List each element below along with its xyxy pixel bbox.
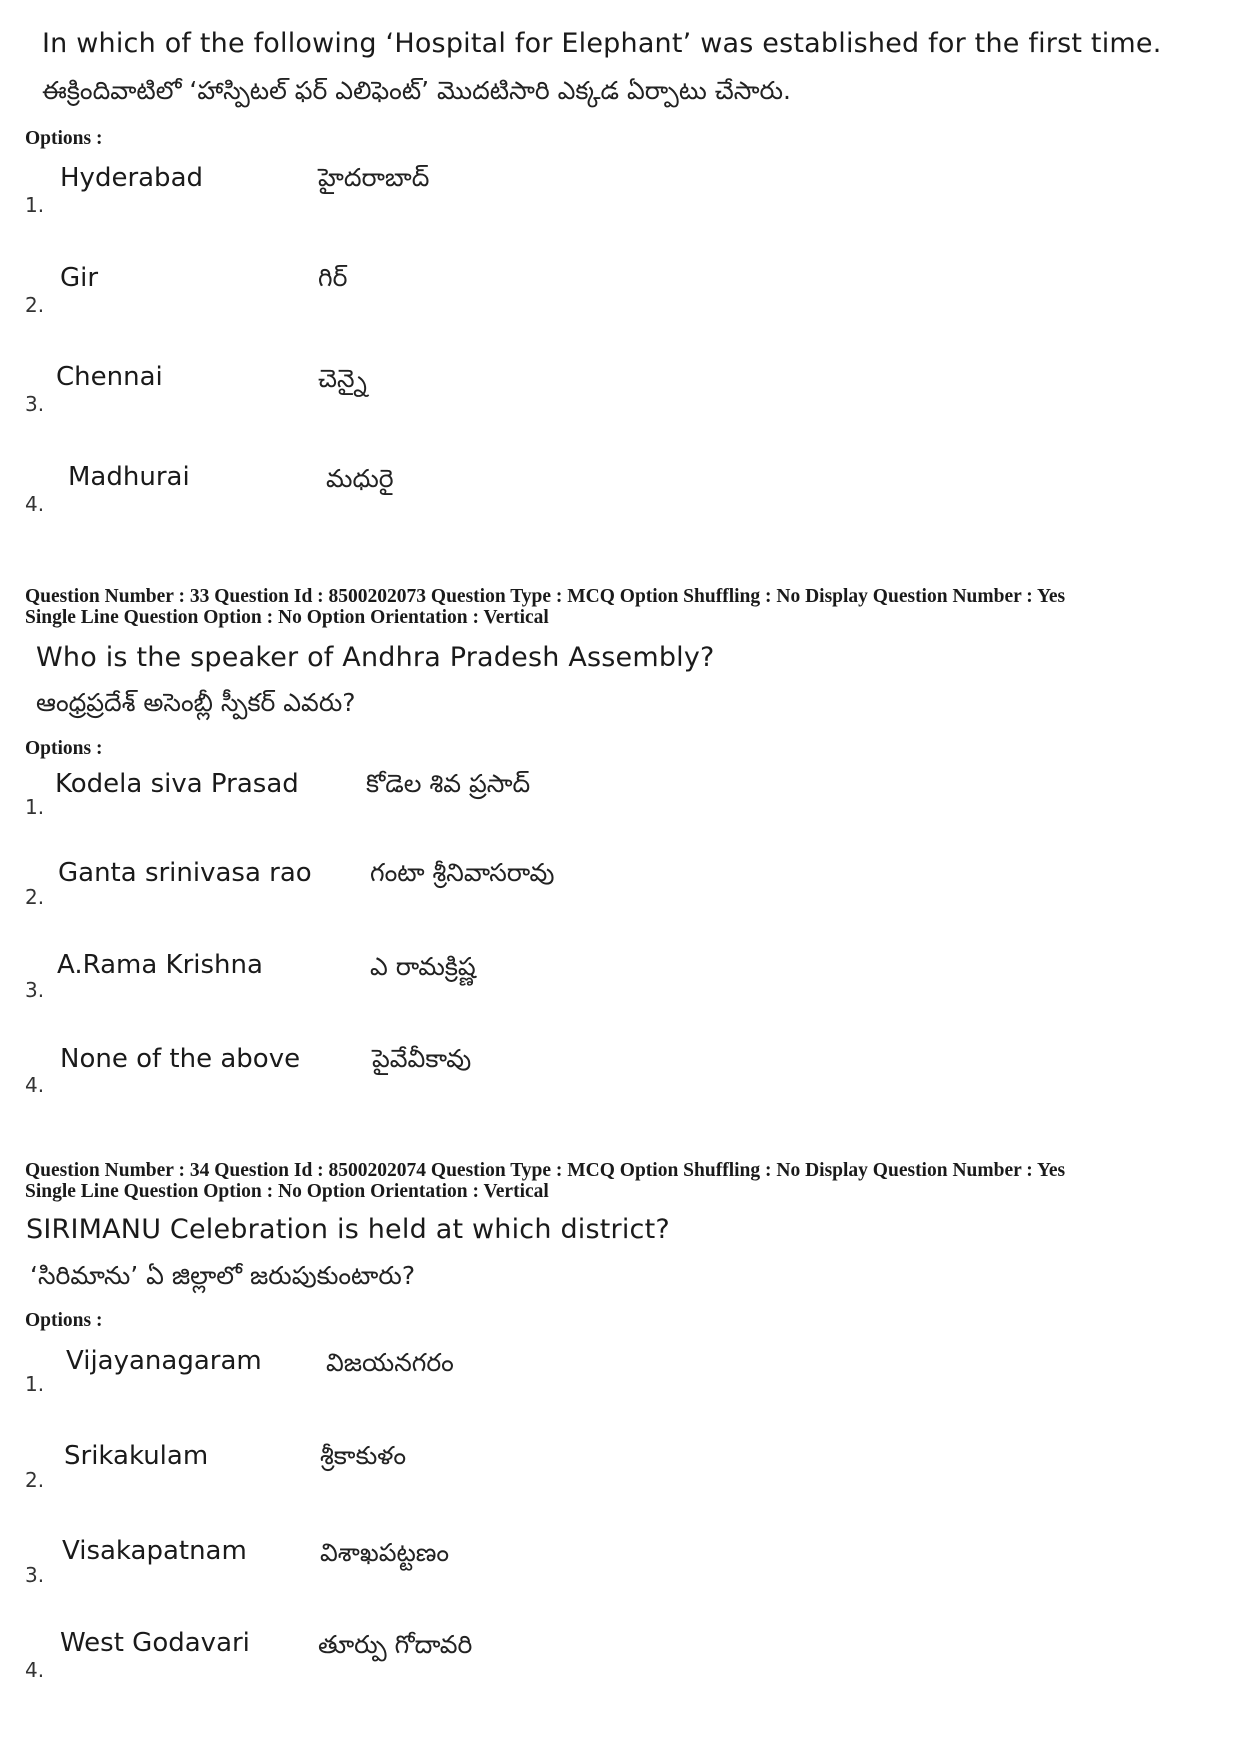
- option-number: 4.: [25, 1658, 45, 1682]
- option-number: 4.: [25, 1073, 45, 1097]
- q33-question-english: Who is the speaker of Andhra Pradesh Assembly?: [36, 642, 715, 673]
- option-english: Srikakulam: [64, 1441, 209, 1471]
- option-telugu: హైదరాబాద్: [318, 163, 430, 192]
- q33-meta-line-1: Question Number : 33 Question Id : 8500202073 Question Type : MCQ Option Shuffling : No Display Question Number : Yes: [25, 586, 1066, 607]
- option-number: 1.: [25, 193, 45, 217]
- option-number: 4.: [25, 492, 45, 516]
- option-english: Ganta srinivasa rao: [58, 858, 312, 888]
- option-english: West Godavari: [60, 1628, 250, 1658]
- q32-question-english: In which of the following ‘Hospital for Elephant’ was established for the first time.: [42, 28, 1162, 59]
- option-number: 2.: [25, 293, 45, 317]
- option-telugu: తూర్పు గోదావరి: [318, 1630, 473, 1659]
- q34-question-telugu: ‘సిరిమాను’ ఏ జిల్లాలో జరుపుకుంటారు?: [30, 1261, 416, 1290]
- option-telugu: కోడెల శివ ప్రసాద్: [366, 769, 531, 798]
- q33-meta-line-2: Single Line Question Option : No Option Orientation : Vertical: [25, 607, 549, 628]
- q34-meta-line-1: Question Number : 34 Question Id : 8500202074 Question Type : MCQ Option Shuffling : No Display Question Number : Yes: [25, 1160, 1066, 1181]
- option-number: 1.: [25, 1372, 45, 1396]
- option-number: 2.: [25, 1468, 45, 1492]
- option-english: None of the above: [60, 1044, 301, 1074]
- option-number: 1.: [25, 795, 45, 819]
- q34-meta-line-2: Single Line Question Option : No Option Orientation : Vertical: [25, 1181, 549, 1202]
- option-telugu: విశాఖపట్టణం: [320, 1538, 450, 1567]
- option-telugu: విజయనగరం: [326, 1348, 454, 1377]
- option-telugu: మధురై: [326, 464, 394, 493]
- option-english: Chennai: [56, 362, 163, 392]
- option-english: Gir: [60, 263, 99, 293]
- option-english: A.Rama Krishna: [57, 950, 263, 980]
- option-telugu: చెన్నై: [318, 364, 367, 393]
- option-number: 3.: [25, 392, 45, 416]
- q32-question-telugu: ఈక్రిందివాటిలో ‘హాస్పిటల్ ఫర్ ఎలిఫెంట్’ మొదటిసారి ఎక్కడ ఏర్పాటు చేసారు.: [42, 76, 791, 105]
- option-number: 3.: [25, 978, 45, 1002]
- q34-options-label: Options :: [25, 1310, 103, 1331]
- option-telugu: పైవేవీకావు: [372, 1044, 472, 1073]
- option-number: 3.: [25, 1563, 45, 1587]
- option-telugu: శ్రీకాకుళం: [320, 1441, 407, 1470]
- q33-options-label: Options :: [25, 738, 103, 759]
- option-english: Kodela siva Prasad: [55, 769, 299, 799]
- option-telugu: ఎ రామక్రిష్ణ: [370, 952, 476, 981]
- option-telugu: గిర్: [318, 263, 348, 292]
- q33-question-telugu: ఆంధ్రప్రదేశ్ అసెంబ్లీ స్పీకర్ ఎవరు?: [36, 688, 356, 717]
- option-number: 2.: [25, 885, 45, 909]
- option-english: Vijayanagaram: [66, 1346, 262, 1376]
- option-english: Visakapatnam: [62, 1536, 247, 1566]
- option-english: Madhurai: [68, 462, 190, 492]
- option-english: Hyderabad: [60, 163, 203, 193]
- option-telugu: గంటా శ్రీనివాసరావు: [370, 858, 555, 887]
- q32-options-label: Options :: [25, 128, 103, 149]
- q34-question-english: SIRIMANU Celebration is held at which district?: [26, 1214, 670, 1245]
